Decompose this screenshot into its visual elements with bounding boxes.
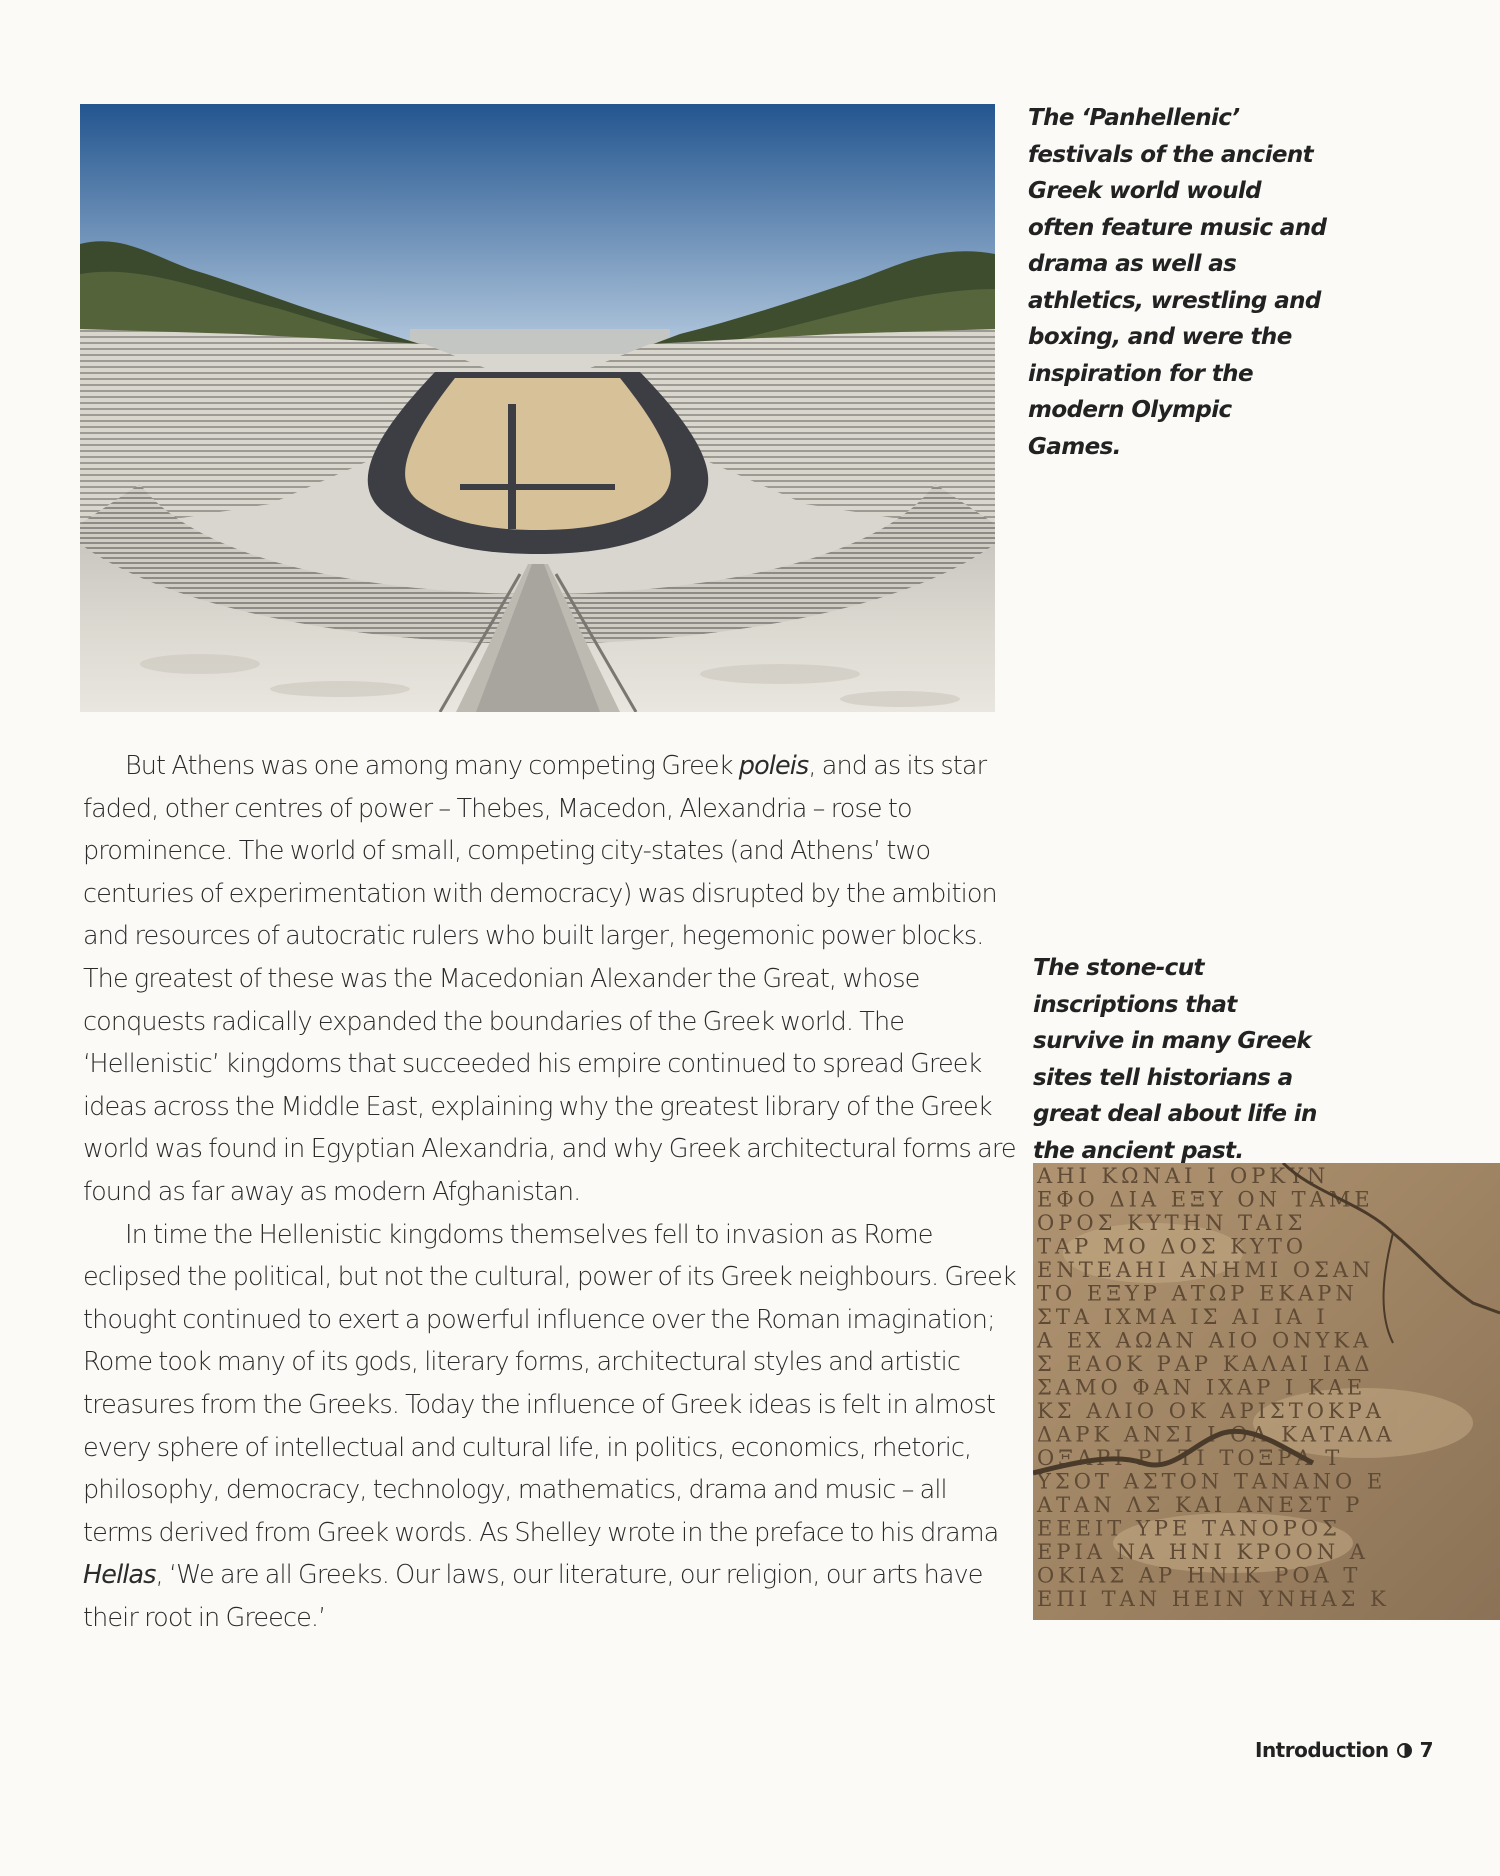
stadium-photo	[80, 104, 995, 712]
inscription-line: Α ΕΧ ΑΩΑΝ ΑΙΟ ΟΝΥΚΑ	[1037, 1328, 1373, 1353]
stadium-caption: The ‘Panhellenic’ festivals of the ancient Greek world would often feature music and drama as well as athletics, wrestling and boxing, and were the inspiration for the modern Olympic Games.	[1028, 105, 1327, 460]
paragraph-2-emphasis: Hellas	[83, 1560, 156, 1591]
body-text	[83, 745, 1018, 1639]
inscription-line: ΥΣΟΤ ΑΣΤΟΝ ΤΑΝΑΝΟ Ε	[1037, 1469, 1387, 1494]
paragraph-1	[83, 745, 1018, 1214]
inscription-line: Σ ΕΑΟΚ ΡΑΡ ΚΑΛΑΙ ΙΑΔ	[1037, 1352, 1374, 1376]
inscription-caption: The stone-cut inscriptions that survive in many Greek sites tell historians a great deal about life in the ancient past.	[1033, 955, 1317, 1164]
inscription-line: ΣΑΜΟ ΦΑΝ ΙΧΑΡ Ι ΚΑΕ	[1037, 1375, 1367, 1400]
page-number: 7	[1419, 1738, 1434, 1762]
inscription-line: ΔΑΡΚ ΑΝΣΙ Ι ΟΑ ΚΑΤΑΛΑ	[1037, 1422, 1396, 1447]
stadium-illustration	[80, 104, 995, 712]
page-footer	[1255, 1738, 1433, 1762]
inscription-line: ΕΦΟ ΔΙΑ ΕΞΥ ΟΝ ΤΑΜΕ	[1037, 1187, 1374, 1212]
inscription-illustration	[1033, 1163, 1500, 1620]
paragraph-1-emphasis: poleis	[738, 751, 809, 781]
inscription-line: ΟΡΟΣ ΚΥΤΗΝ ΤΑΙΣ	[1037, 1211, 1307, 1235]
paragraph-2-text-b: , ‘We are all Greeks. Our laws, our literature, our religion, our arts have their root in Greece.’	[83, 1560, 983, 1633]
inscription-line: ΑΗΙ ΚΩΝΑΙ Ι ΟΡΚΥΝ	[1037, 1164, 1330, 1188]
half-circle-icon	[1397, 1743, 1412, 1758]
paragraph-2	[83, 1214, 1018, 1640]
inscription-photo	[1033, 1163, 1500, 1620]
inscription-line: ΟΞΑΡΙ ΡΙ ΤΙ ΤΟΞΡΑ Τ	[1037, 1446, 1344, 1470]
inscription-line: ΑΤΑΝ ΛΣ ΚΑΙ ΑΝΕΣΤ Ρ	[1037, 1493, 1364, 1517]
footer-section-label: Introduction	[1255, 1738, 1389, 1762]
inscription-line: ΤΟ ΕΞΥΡ ΑΤΩΡ ΕΚΑΡΝ	[1037, 1281, 1358, 1306]
paragraph-1-text-a: But Athens was one among many competing Greek	[125, 751, 739, 781]
inscription-line: ΟΚΙΑΣ ΑΡ ΗΝΙΚ ΡΟΑ Τ	[1037, 1563, 1362, 1588]
inscription-line: ΕΡΙΑ ΝΑ ΗΝΙ ΚΡΟΟΝ Α	[1037, 1540, 1369, 1564]
paragraph-1-text-b: , and as its star faded, other centres of power – Thebes, Macedon, Alexandria – rose to prominence. The world of small, competing city-states (and Athens’ two centuries of experimentation with democracy) was disrupted by the ambition and resources of autocratic rulers who built larger, hegemonic power blocks. The greatest of these was the Macedonian Alexander the Great, whose conquests radically expanded the boundaries of the Greek world. The ‘Hellenistic’ kingdoms that succeeded his empire continued to spread Greek ideas across the Middle East, explaining why the greatest library of the Greek world was found in Egyptian Alexandria, and why Greek architectural forms are found as far away as modern Afghanistan.	[83, 751, 1016, 1207]
inscription-line: ΤΑΡ ΜΟ ΔΟΣ ΚΥΤΟ	[1037, 1234, 1308, 1259]
inscription-line: ΕΝΤΕΑΗΙ ΑΝΗΜΙ ΟΣΑΝ	[1037, 1258, 1375, 1282]
inscription-line: ΣΤΑ ΙΧΜΑ ΙΣ ΑΙ ΙΑ Ι	[1037, 1305, 1329, 1329]
inscription-line: ΚΣ ΑΛΙΟ ΟΚ ΑΡΙΣΤΟΚΡΑ	[1037, 1399, 1385, 1423]
inscription-line: ΕΕΕΙΤ ΥΡΕ ΤΑΝΟΡΟΣ	[1037, 1516, 1341, 1541]
inscription-line: ΕΠΙ ΤΑΝ ΗΕΙΝ ΥΝΗΑΣ Κ	[1037, 1587, 1390, 1611]
paragraph-2-text-a: In time the Hellenistic kingdoms themselves fell to invasion as Rome eclipsed the political, but not the cultural, power of its Greek neighbours. Greek thought continued to exert a powerful influence over the Roman imagination; Rome took many of its gods, literary forms, architectural styles and artistic treasures from the Greeks. Today the influence of Greek ideas is felt in almost every sphere of intellectual and cultural life, in politics, economics, rhetoric, philosophy, democracy, technology, mathematics, drama and music – all terms derived from Greek words. As Shelley wrote in the preface to his drama	[83, 1219, 1016, 1548]
